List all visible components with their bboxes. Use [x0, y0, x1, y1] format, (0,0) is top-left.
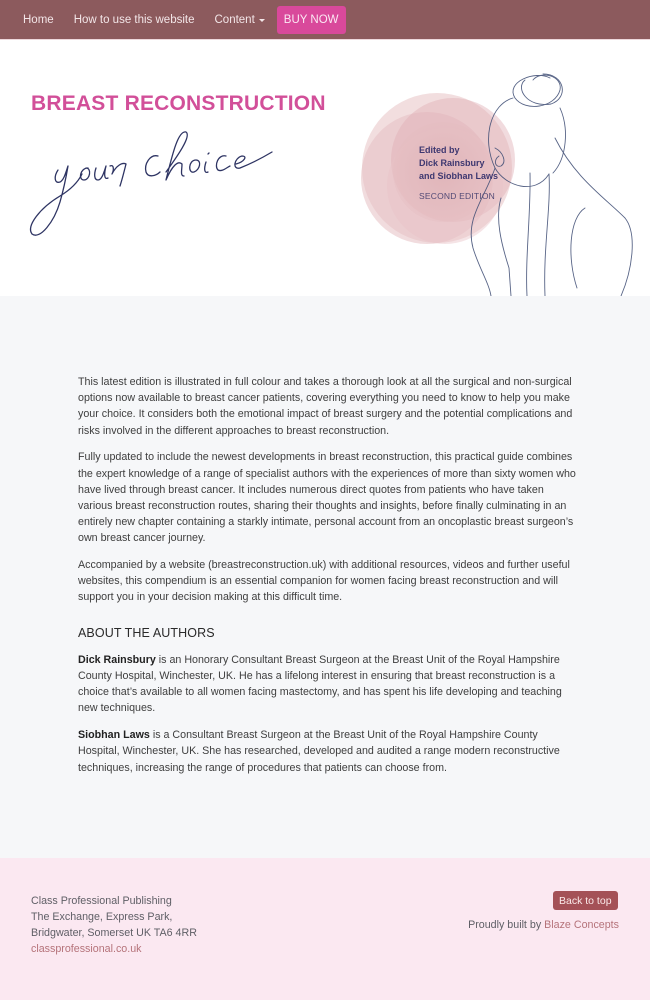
- author-bio-2: [78, 727, 578, 776]
- description-paragraph-2: Fully updated to include the newest developments in breast reconstruction, this practical guide combines the expert knowledge of a range of specialist authors with the experiences of more than sixty women who have lived through breast cancer. It includes numerous direct quotes from patients who have taken various breast reconstruction routes, sharing their thoughts and insights, before finally culminating in an entirely new chapter containing a starkly intimate, personal account from an oncoplastic breast surgeon’s own breast cancer journey.: [78, 451, 576, 545]
- your-choice-script-logo: [26, 122, 286, 242]
- description-paragraph-3: Accompanied by a website (breastreconstruction.uk) with additional resources, videos and further useful websites, this compendium is an essential companion for women facing breast reconstruction and will support you in your decision making at this difficult time.: [78, 559, 570, 604]
- top-navbar: [0, 0, 650, 39]
- blaze-concepts-link[interactable]: Blaze Concepts: [544, 919, 619, 931]
- back-to-top-button[interactable]: Back to top: [553, 891, 618, 910]
- caret-down-icon: [259, 19, 265, 22]
- nav-how-to-use-link[interactable]: How to use this website: [73, 13, 195, 26]
- cover-editor-1: Dick Rainsbury: [419, 158, 485, 168]
- author-bio-text-2: is a Consultant Breast Surgeon at the Breast Unit of the Royal Hampshire County Hospital, Winchester, UK. She has researched, developed and audited a range modern reconstructive techniques, increasing the range of procedures that patients can choose from.: [78, 729, 560, 774]
- cover-edited-by: Edited by: [419, 145, 460, 155]
- address-line-2: Bridgwater, Somerset UK TA6 4RR: [31, 927, 197, 939]
- author-bio-1: [78, 652, 578, 717]
- author-name-2: Siobhan Laws: [78, 729, 150, 742]
- site-footer: [0, 858, 650, 1000]
- cover-illustration: [355, 68, 650, 296]
- cover-edition: SECOND EDITION: [419, 191, 496, 201]
- publisher-website-link[interactable]: classprofessional.co.uk: [31, 943, 142, 955]
- publisher-address: [31, 893, 197, 957]
- publisher-name: Class Professional Publishing: [31, 895, 172, 907]
- address-line-1: The Exchange, Express Park,: [31, 911, 173, 923]
- cover-editor-2: and Siobhan Laws: [419, 171, 499, 181]
- nav-content-label: Content: [214, 13, 255, 26]
- built-by-credit: [468, 919, 619, 931]
- book-title: BREAST RECONSTRUCTION: [31, 92, 326, 115]
- nav-content-dropdown[interactable]: [215, 14, 265, 26]
- nav-home-link[interactable]: Home: [23, 13, 54, 26]
- book-description: [78, 374, 578, 786]
- authors-heading: ABOUT THE AUTHORS: [78, 625, 215, 640]
- author-bio-text-1: is an Honorary Consultant Breast Surgeon at the Breast Unit of the Royal Hampshire County Hospital, Winchester, UK. He has a lifelong interest in ensuring that breast reconstruction is a choice that’s available to all women facing mastectomy, and has spent his life developing and teaching new techniques.: [78, 653, 562, 715]
- built-by-prefix: Proudly built by: [468, 919, 545, 931]
- description-paragraph-1: This latest edition is illustrated in full colour and takes a thorough look at all the surgical and non-surgical options now available to breast cancer patients, covering everything you need to know to help you make your choice. It considers both the emotional impact of breast surgery and the potential complications and risks involved in the different approaches to breast reconstruction.: [78, 376, 573, 437]
- hero-banner: [0, 40, 650, 296]
- buy-now-button[interactable]: BUY NOW: [277, 6, 346, 34]
- cover-editors: [419, 144, 498, 183]
- author-name-1: Dick Rainsbury: [78, 653, 156, 666]
